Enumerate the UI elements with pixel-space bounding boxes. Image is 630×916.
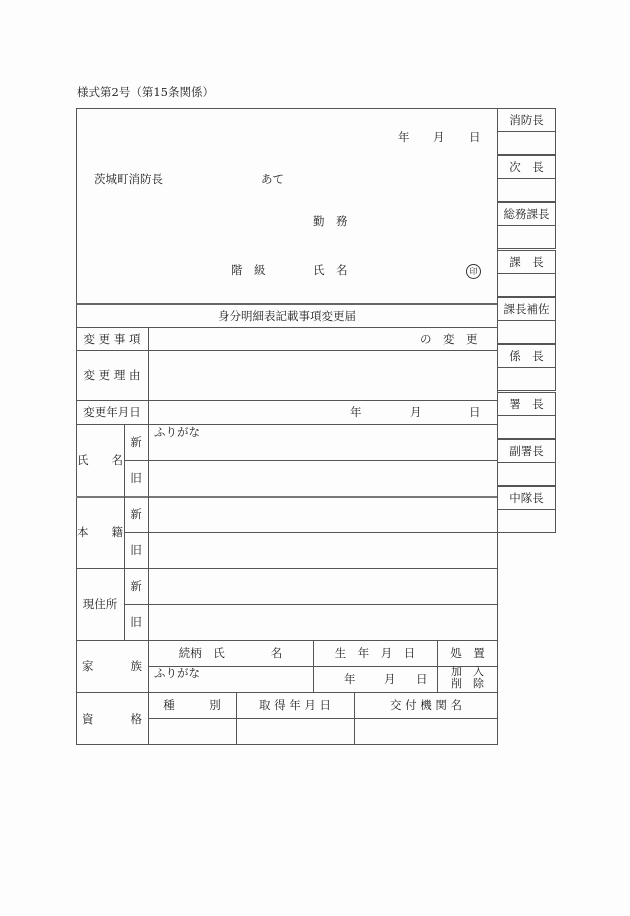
change-item-label: 変 更 事 項 — [83, 331, 141, 346]
address-old-label: 旧 — [130, 615, 142, 629]
form-title: 身分明細表記載事項変更届 — [218, 308, 356, 323]
approval-title-station-chief: 署 長 — [509, 396, 544, 411]
address-new-field[interactable] — [149, 569, 497, 604]
approval-stamp-subsection-chief[interactable] — [498, 368, 555, 390]
seal-icon: 印 — [466, 264, 481, 279]
family-label-right: 族 — [130, 659, 142, 673]
qualification-label-right: 格 — [130, 711, 142, 726]
form-number: 様式第2号（第15条関係） — [77, 85, 214, 99]
approval-title-section-chief: 課 長 — [509, 254, 544, 269]
change-date-year: 年 — [350, 405, 362, 419]
approval-title-deputy-station-chief: 副署長 — [509, 443, 544, 458]
rank-label: 階 級 — [231, 263, 266, 277]
domicile-new-field[interactable] — [149, 498, 497, 532]
family-birth-month: 月 — [384, 672, 396, 686]
approval-stamp-fire-chief[interactable] — [498, 132, 555, 154]
domicile-new-label: 新 — [130, 507, 142, 521]
addressee: 茨城町消防長 — [94, 172, 163, 186]
family-birth-day: 日 — [416, 672, 428, 686]
change-item-suffix: の 変 更 — [420, 332, 478, 346]
name-furigana-label: ふりがな — [154, 425, 200, 439]
change-date-label: 変更年月日 — [83, 405, 141, 419]
domicile-old-field[interactable] — [149, 533, 497, 568]
workplace-label: 勤 務 — [313, 214, 348, 228]
approval-title-subsection-chief: 係 長 — [509, 348, 544, 363]
approval-title-fire-chief: 消防長 — [509, 112, 544, 127]
name-row-label: 氏 名 — [77, 453, 123, 467]
approval-stamp-assistant-section-chief[interactable] — [498, 321, 555, 343]
qualification-acquired-field[interactable] — [237, 719, 354, 744]
family-action-add[interactable]: 加 入 — [451, 665, 484, 678]
change-reason-field[interactable] — [149, 351, 497, 400]
family-col-relation-name: 続柄 氏 名 — [178, 646, 283, 660]
name-new-label: 新 — [130, 435, 142, 449]
header-date-day: 日 — [469, 130, 481, 144]
approval-title-general-affairs-manager: 総務課長 — [503, 206, 550, 221]
approval-stamp-station-chief[interactable] — [498, 416, 555, 438]
qualification-label-left: 資 — [82, 711, 94, 726]
qualification-col-acquired: 取 得 年 月 日 — [258, 698, 332, 712]
domicile-old-label: 旧 — [130, 543, 142, 557]
name-label: 氏 名 — [313, 263, 348, 277]
change-date-day: 日 — [469, 405, 481, 419]
family-col-action: 処 置 — [450, 646, 485, 660]
address-new-label: 新 — [130, 579, 142, 593]
approval-title-company-commander: 中隊長 — [509, 490, 544, 505]
qualification-issuer-field[interactable] — [355, 719, 497, 744]
change-date-month: 月 — [410, 405, 422, 419]
approval-stamp-company-commander[interactable] — [498, 510, 555, 532]
change-date-field[interactable] — [149, 401, 497, 424]
addressee-suffix: あて — [261, 172, 284, 186]
approval-title-assistant-section-chief: 課長補佐 — [503, 301, 550, 316]
name-old-field[interactable] — [149, 461, 497, 496]
change-reason-label: 変 更 理 由 — [83, 368, 141, 382]
family-birth-year: 年 — [344, 672, 356, 686]
qualification-type-field[interactable] — [149, 719, 236, 744]
approval-stamp-general-affairs-manager[interactable] — [498, 226, 555, 248]
approval-title-deputy-chief: 次 長 — [509, 159, 544, 174]
approval-stamp-deputy-chief[interactable] — [498, 179, 555, 201]
approval-stamp-section-chief[interactable] — [498, 274, 555, 296]
address-old-field[interactable] — [149, 605, 497, 640]
name-new-field[interactable] — [149, 425, 497, 460]
address-row-label: 現住所 — [82, 597, 118, 611]
approval-stamp-deputy-station-chief[interactable] — [498, 463, 555, 485]
header-date-month: 月 — [433, 130, 445, 144]
family-row-label — [76, 640, 148, 692]
header-date-year: 年 — [398, 130, 410, 144]
family-col-birthdate: 生 年 月 日 — [334, 646, 416, 660]
name-old-label: 旧 — [130, 471, 142, 485]
qualification-col-issuer: 交 付 機 関 名 — [389, 698, 463, 712]
family-action-remove[interactable]: 削 除 — [451, 677, 484, 690]
family-furigana-label: ふりがな — [154, 666, 200, 680]
qualification-col-type: 種 別 — [163, 698, 221, 712]
domicile-row-label: 本 籍 — [77, 525, 123, 539]
family-label-left: 家 — [82, 659, 94, 673]
qualification-row-label — [76, 692, 148, 745]
